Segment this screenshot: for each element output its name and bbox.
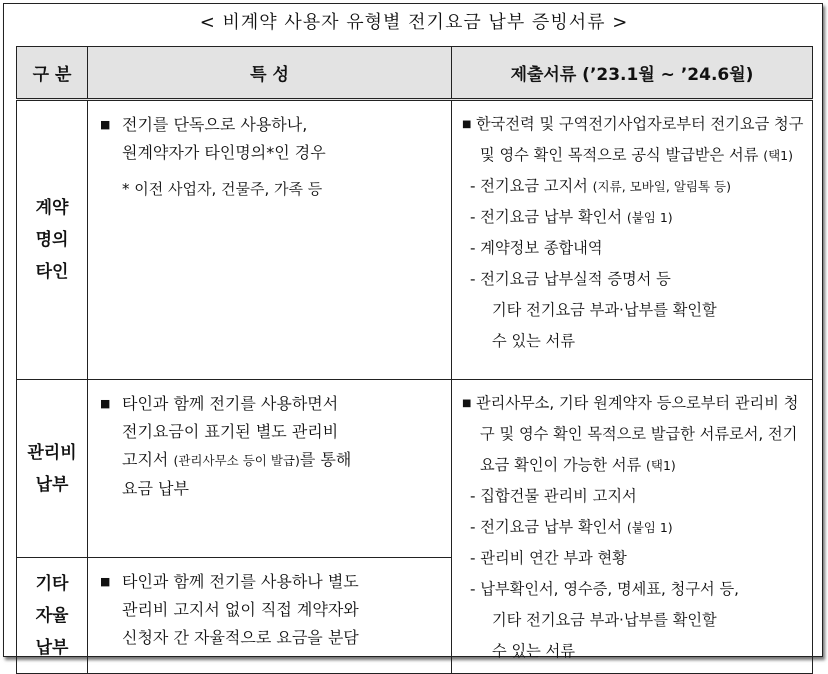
bullet-icon: ■ (462, 119, 472, 130)
bullet-icon: ■ (462, 398, 472, 409)
evidence-table (16, 46, 813, 674)
feature-text: 전기를 단독으로 사용하나, 원계약자가 타인명의*인 경우 (122, 115, 326, 162)
feature-text: 타인과 함께 전기를 사용하면서 전기요금이 표기된 별도 관리비 고지서 (관리사무소 등이 발급)를 통해 요금 납부 (122, 394, 352, 498)
row-label: 기타 자율 납부 (17, 558, 88, 674)
docs-cell (452, 380, 813, 674)
feature-cell (88, 100, 452, 380)
list-item: - 전기요금 고지서 (지류, 모바일, 알림톡 등) (470, 177, 731, 195)
list-item: - 집합건물 관리비 고지서 (470, 487, 637, 505)
list-item: - 전기요금 납부 확인서 (붙임 1) (470, 518, 673, 536)
header-docs: 제출서류 (’23.1월 ~ ’24.6월) (452, 47, 813, 100)
document-title: < 비계약 사용자 유형별 전기요금 납부 증빙서류 > (199, 12, 629, 33)
docs-heading: ■ 관리사무소, 기타 원계약자 등으로부터 관리비 청구 및 영수 확인 목적으로 발급한 서류로서, 전기요금 확인이 가능한 서류 (택1) (462, 388, 808, 481)
docs-cell (452, 100, 813, 380)
list-item: - 관리비 연간 부과 현황 (470, 549, 627, 567)
list-item: - 전기요금 납부 확인서 (붙임 1) (470, 208, 673, 226)
bullet-icon: ■ (100, 575, 111, 588)
list-item: - 전기요금 납부실적 증명서 등 기타 전기요금 부과·납부를 확인할 수 있는 서류 (470, 270, 717, 350)
row-label: 계약 명의 타인 (17, 100, 88, 380)
table-row (17, 100, 813, 380)
table-header-row (17, 47, 813, 100)
header-category: 구 분 (17, 47, 88, 100)
docs-heading: ■ 한국전력 및 구역전기사업자로부터 전기요금 청구 및 영수 확인 목적으로 공식 발급받은 서류 (택1) (462, 109, 808, 171)
feature-text: 타인과 함께 전기를 사용하나 별도 관리비 고지서 없이 직접 계약자와 신청자 간 자율적으로 요금을 분담 (122, 572, 359, 647)
bullet-icon: ■ (100, 118, 111, 131)
bullet-icon: ■ (100, 397, 111, 410)
feature-note: * 이전 사업자, 건물주, 가족 등 (122, 180, 323, 198)
header-feature: 특 성 (88, 47, 452, 100)
feature-cell (88, 380, 452, 558)
row-label: 관리비 납부 (17, 380, 88, 558)
list-item: - 계약정보 종합내역 (470, 239, 603, 257)
feature-cell (88, 558, 452, 674)
list-item: - 납부확인서, 영수증, 명세표, 청구서 등, 기타 전기요금 부과·납부를 확인할 수 있는 서류 (470, 580, 739, 660)
table-row (17, 380, 813, 558)
